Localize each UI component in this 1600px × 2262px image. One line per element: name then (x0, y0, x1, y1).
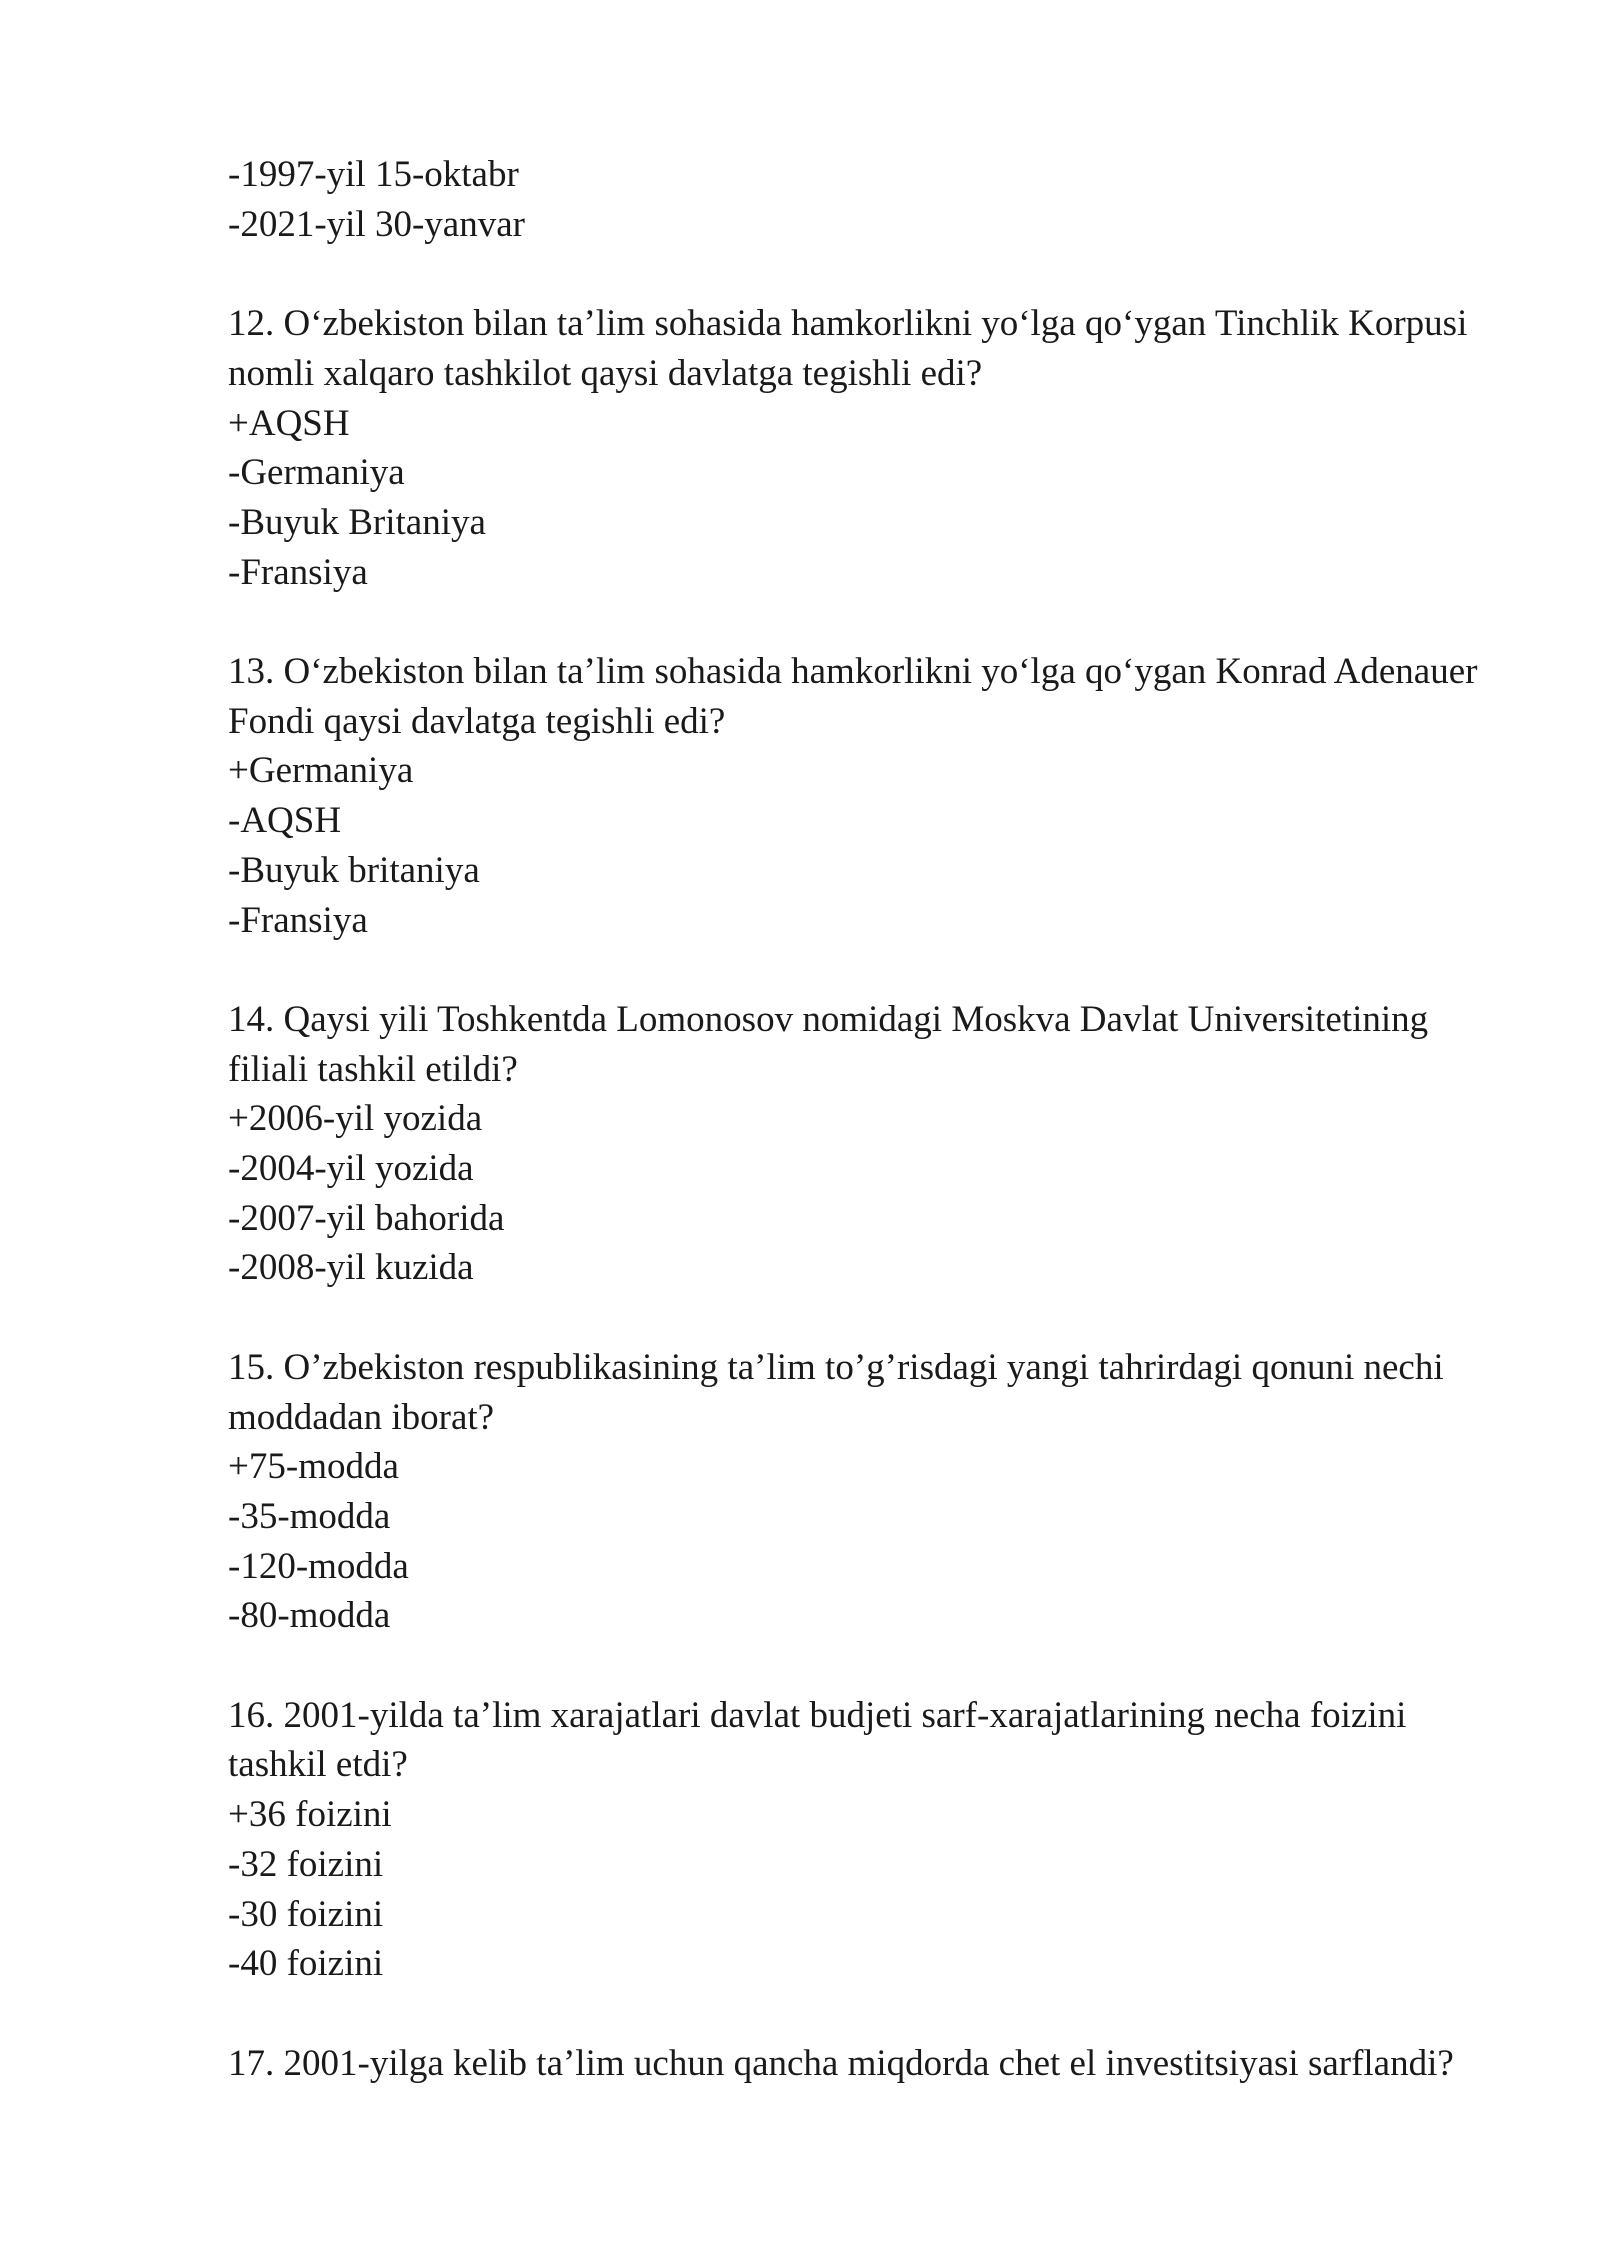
question-text: 14. Qaysi yili Toshkentda Lomonosov nomidagi Moskva Davlat Universitetining filiali tashkil etildi? (228, 998, 1429, 1090)
answer-option: -AQSH (228, 800, 342, 842)
answer-option: -Buyuk britaniya (228, 849, 480, 891)
answer-option: +75-modda (228, 1446, 399, 1488)
spacer (228, 945, 1528, 995)
question-12 (228, 299, 1528, 597)
question-17 (228, 2039, 1528, 2089)
question-text: 16. 2001-yilda ta’lim xarajatlari davlat budjeti sarf-xarajatlarining necha foizini tashkil etdi? (228, 1694, 1407, 1786)
answer-option: -2008-yil kuzida (228, 1247, 474, 1289)
answer-option: +AQSH (228, 402, 350, 444)
answer-option: -Fransiya (228, 551, 368, 593)
question-text: 13. O‘zbekiston bilan ta’lim sohasida hamkorlikni yo‘lga qo‘ygan Konrad Adenauer Fondi qaysi davlatga tegishli edi? (228, 651, 1478, 742)
answer-option: -2004-yil yozida (228, 1148, 474, 1190)
question-16 (228, 1691, 1528, 1989)
answer-option: -2007-yil bahorida (228, 1197, 505, 1239)
document-body (228, 150, 1528, 2088)
answer-option: -120-modda (228, 1545, 409, 1587)
question-text: 15. O’zbekiston respublikasining ta’lim to’g’risdagi yangi tahrirdagi qonuni nechi moddadan iborat? (228, 1346, 1444, 1438)
question-13 (228, 647, 1528, 945)
answer-option: +36 foizini (228, 1794, 392, 1836)
answer-option: -Buyuk Britaniya (228, 501, 486, 543)
answer-option: -30 foizini (228, 1893, 384, 1935)
answer-option: -35-modda (228, 1495, 391, 1537)
answer-option: +2006-yil yozida (228, 1098, 483, 1140)
answer-option: -2021-yil 30-yanvar (228, 203, 525, 245)
question-text: 12. O‘zbekiston bilan ta’lim sohasida hamkorlikni yo‘lga qo‘ygan Tinchlik Korpusi nomli xalqaro tashkilot qaysi davlatga tegishli edi? (228, 303, 1468, 394)
answer-option: +Germaniya (228, 750, 414, 792)
answer-option: -Germaniya (228, 452, 405, 494)
leading-options (228, 150, 1528, 249)
answer-option: -80-modda (228, 1595, 391, 1637)
spacer (228, 597, 1528, 647)
spacer (228, 1293, 1528, 1343)
question-15 (228, 1343, 1528, 1641)
answer-option: -40 foizini (228, 1943, 384, 1985)
answer-option: -Fransiya (228, 899, 368, 941)
answer-option: -32 foizini (228, 1843, 384, 1885)
spacer (228, 249, 1528, 299)
question-text: 17. 2001-yilga kelib ta’lim uchun qancha miqdorda chet el investitsiyasi sarflandi? (228, 2042, 1454, 2084)
spacer (228, 1989, 1528, 2039)
answer-option: -1997-yil 15-oktabr (228, 154, 519, 195)
question-14 (228, 995, 1528, 1293)
spacer (228, 1641, 1528, 1691)
